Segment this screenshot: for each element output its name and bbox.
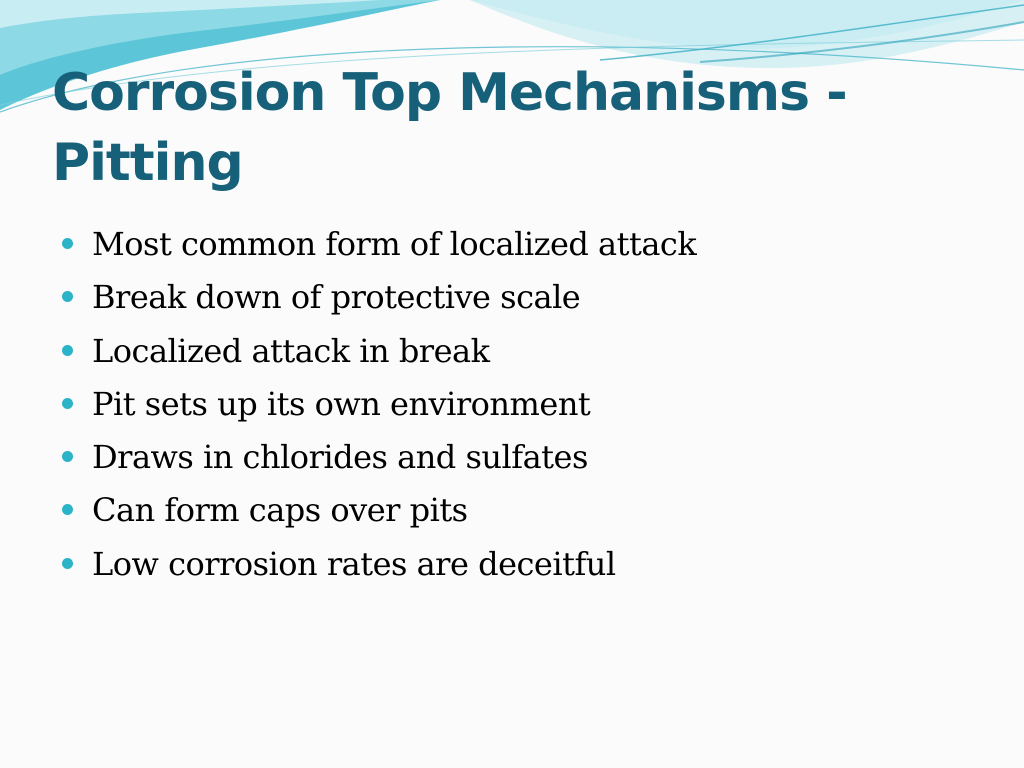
bullet-item	[62, 486, 962, 539]
bullet-text: Pit sets up its own environment	[92, 384, 591, 423]
bullet-dot-icon	[62, 504, 73, 515]
bullet-text: Low corrosion rates are deceitful	[92, 544, 616, 583]
bullet-text: Most common form of localized attack	[92, 225, 697, 263]
bullet-dot-icon	[62, 291, 73, 302]
bullet-text: Draws in chlorides and sulfates	[92, 438, 588, 477]
bullet-text: Localized attack in break	[92, 331, 490, 370]
bullet-text: Can form caps over pits	[92, 491, 468, 530]
bullet-item	[62, 220, 962, 273]
bullet-item	[62, 327, 962, 380]
bullet-item	[62, 433, 962, 486]
bullet-dot-icon	[62, 398, 73, 409]
bullet-item	[62, 380, 962, 433]
bullet-dot-icon	[62, 345, 73, 356]
bullet-dot-icon	[62, 451, 73, 462]
bullet-list	[62, 220, 962, 593]
slide-title: Corrosion Top Mechanisms - Pitting	[52, 63, 847, 193]
bullet-text: Break down of protective scale	[92, 278, 581, 317]
bullet-dot-icon	[62, 558, 73, 569]
bullet-item	[62, 273, 962, 326]
bullet-dot-icon	[62, 238, 73, 249]
bullet-item	[62, 540, 962, 593]
